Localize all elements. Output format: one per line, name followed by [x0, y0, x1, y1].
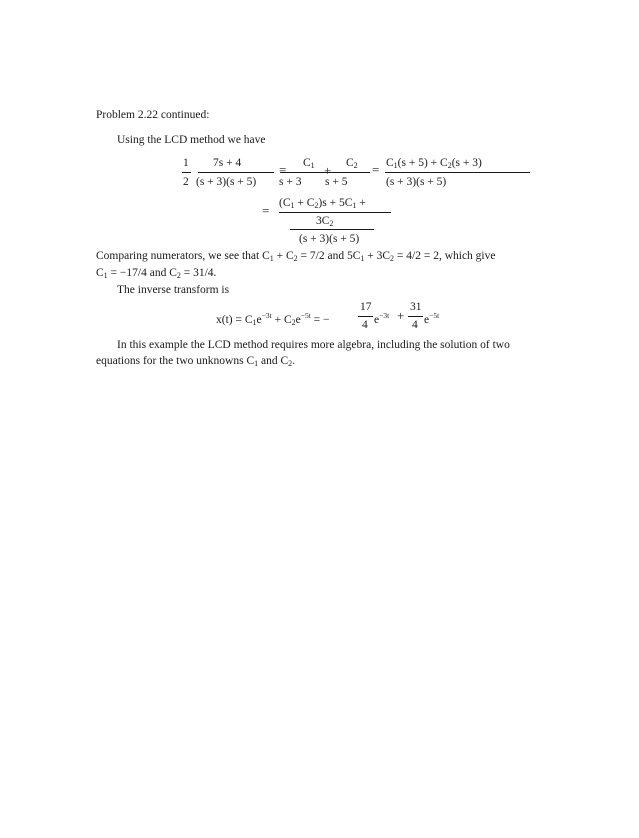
closing-line-2: equations for the two unknowns $C_1$ and $C_2$.: [96, 355, 296, 368]
eq2-denominator: (s + 3)(s + 5): [299, 233, 360, 245]
eq1-equals-1: =: [279, 162, 287, 177]
comparison-line-2: $C_1 = -17/4$ and $C_2 = 31/4$.: [96, 267, 217, 280]
eq3-plus: +: [397, 308, 405, 323]
eq3-frac2-denominator: 4: [412, 319, 418, 331]
eq1-lhs-denominator: (s + 3)(s + 5): [196, 176, 257, 188]
eq2-rule: [279, 212, 391, 213]
eq1-c1-denominator: s + 3: [279, 176, 302, 188]
eq1-rule-half: [182, 172, 191, 173]
comparison-line-1: Comparing numerators, we see that $C_1 + C_2 = 7/2$ and $5C_1 + 3C_2 = 4/2 = 2$, which give: [96, 250, 496, 263]
eq3-frac2-rule: [408, 316, 423, 317]
eq1-c2-denominator: s + 5: [325, 176, 348, 188]
eq1-rule-c2: [325, 172, 370, 173]
eq2-numerator-cont: $3C_2$: [316, 215, 334, 228]
eq1-c1: $C_1$: [303, 157, 315, 170]
eq1-equals-2: =: [372, 162, 380, 177]
eq1-rhs-numerator: $C_1(s + 5) + C_2(s + 3)$: [386, 157, 482, 170]
transform-intro: The inverse transform is: [117, 284, 230, 296]
eq1-one: 1: [183, 157, 189, 169]
closing-line-1: In this example the LCD method requires more algebra, including the solution of two: [117, 339, 510, 351]
eq3-frac1-numerator: 17: [360, 301, 372, 313]
intro-text: Using the LCD method we have: [117, 134, 266, 146]
eq2-numerator: $(C_1 + C_2)s + 5C_1$ +: [279, 197, 366, 210]
eq3-lhs: $x(t) = C_1e^{-3t} + C_2e^{-5t}$ = −: [216, 311, 330, 327]
eq2-rule-2: [290, 229, 374, 230]
eq3-exp-term-1: $e^{-3t}$: [374, 311, 390, 326]
eq2-equals: =: [262, 203, 270, 218]
problem-heading: Problem 2.22 continued:: [96, 109, 210, 121]
eq1-rule-lhs: [198, 172, 274, 173]
eq1-lhs-numerator: 7s + 4: [213, 157, 242, 169]
eq1-rule-c1: [280, 172, 325, 173]
eq3-exp-term-2: $e^{-5t}$: [424, 311, 440, 326]
eq1-rhs-denominator: (s + 3)(s + 5): [386, 176, 447, 188]
eq3-frac2-numerator: 31: [410, 301, 422, 313]
eq1-rule-rhs: [385, 172, 530, 173]
eq3-frac1-rule: [358, 316, 373, 317]
eq1-plus: +: [324, 163, 332, 178]
eq3-frac1-denominator: 4: [362, 319, 368, 331]
eq1-c2: $C_2$: [346, 157, 358, 170]
eq1-two: 2: [183, 176, 189, 188]
